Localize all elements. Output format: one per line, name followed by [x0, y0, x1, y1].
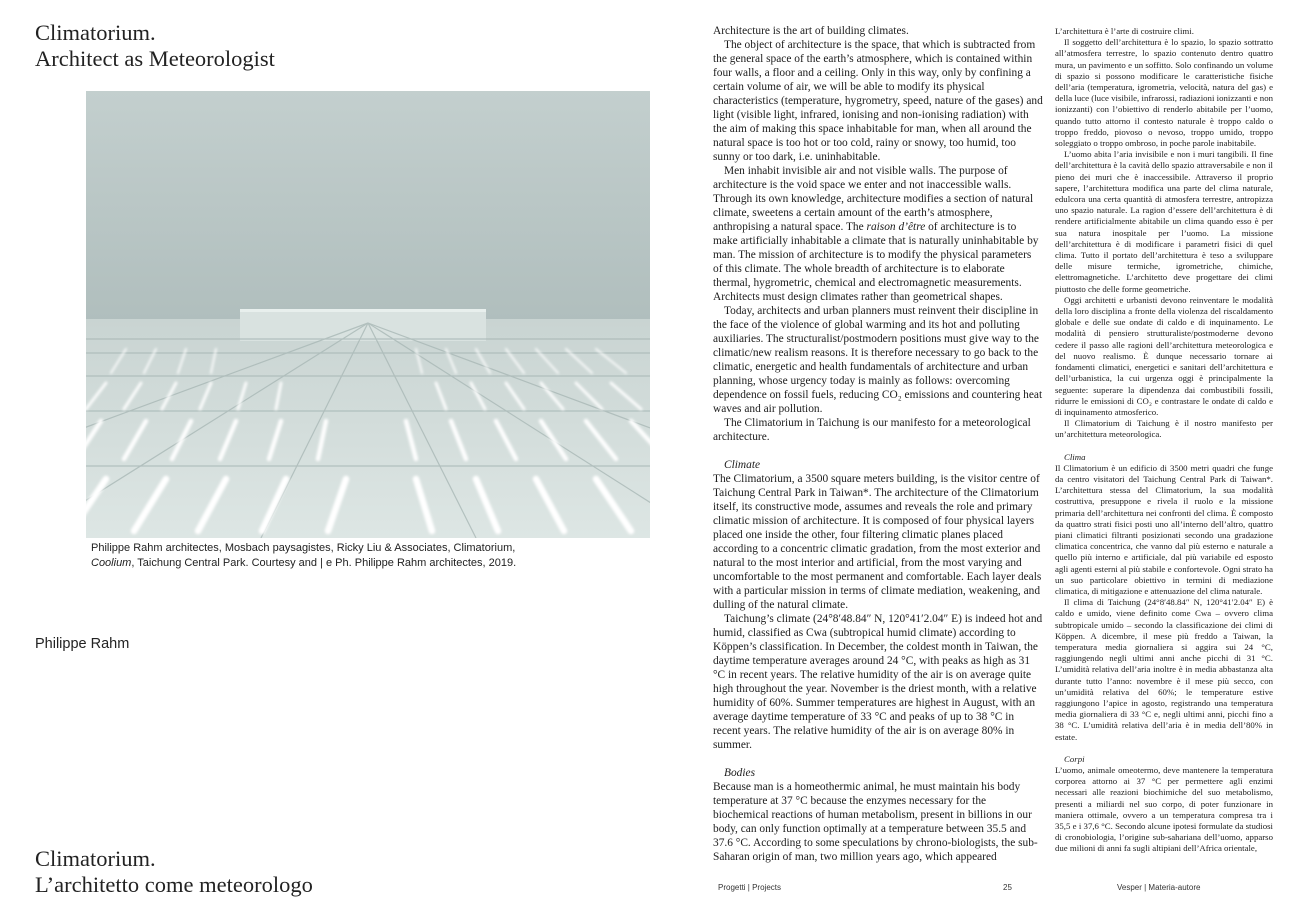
- english-paragraph: Taichung’s climate (24°8′48.84″ N, 120°41′2.04″ E) is indeed hot and humid, classified as Cwa (subtropical humid climate) according to Köppen’s classification. In December, the coldest month in Taiwan, the daytime temperature averages around 24 °C, with peaks as high as 31 °C in recent years. The relative humidity of the air is on average quite high throughout the year. November is the driest month, with a relative humidity of 60%. Summer temperatures are highest in August, with an average daytime temperature of 33 °C and peaks of up to 38 °C in recent years. The relative humidity of the air is on average 80% in summer.: [713, 613, 1043, 751]
- english-paragraph: Because man is a homeothermic animal, he must maintain his body temperature at 37 °C because the enzymes necessary for the biochemical reactions of human metabolism, present in billions in our body, can only function optimally at a temperature between 35.5 and 37.6 °C. According to some speculations by chrono-biologists, the sub-Saharan origin of man, two million years ago, which appeared: [713, 781, 1038, 863]
- page-number: 25: [1003, 883, 1012, 892]
- subheading-clima: Clima: [1064, 451, 1086, 462]
- caption-line2: , Taichung Central Park. Courtesy and | e Ph. Philippe Rahm architectes, 2019.: [131, 556, 517, 569]
- english-paragraph: Men inhabit invisible air and not visible walls. The purpose of architecture is the void space we enter and not inaccessible walls. Through its own knowledge, architecture modifies a section of natural climate, sweetens a certain amount of the earth’s atmosphere, anthropising a natural space. The raison d’être of architecture is to make artificially inhabitable a climate that is naturally uninhabitable by man. The mission of architecture is to modify the physical parameters of this climate. The whole breadth of architecture is to elaborate thermal, hygrometric, chemical and electromagnetic measurements. Architects must design climates rather than geometrical shapes.: [713, 165, 1039, 303]
- english-column: [713, 24, 1043, 864]
- italian-paragraph: L’architettura è l’arte di costruire climi.: [1055, 26, 1194, 36]
- english-paragraph: The Climatorium in Taichung is our manifesto for a meteorological architecture.: [713, 417, 1031, 443]
- english-paragraph: Architecture is the art of building climates.: [713, 25, 909, 37]
- subheading-corpi: Corpi: [1064, 753, 1085, 764]
- english-paragraph: The object of architecture is the space, that which is subtracted from the general space of the earth’s atmosphere, which is contained within four walls, a floor and a ceiling. Only in this way, only by confining a certain volume of air, we will be able to modify its physical characteristics (temperature, hygrometry, speed, nature of the gases) and light (visible light, infrared, ionising and non-ionising radiation) with the aim of making this space inhabitable for man, when all around the natural space is too hot or too cold, rainy or snowy, too humid, too sunny or too dark, i.e. uninhabitable.: [713, 39, 1043, 163]
- italian-paragraph: Oggi architetti e urbanisti devono reinventare le modalità della loro disciplina a fronte della violenza del riscaldamento globale e delle sue ondate di caldo e di inquinamento. Le modalità di pensiero strutturaliste/postmoderne devono cedere il passo alle ragioni dell’architettura meteorologica e del nuovo realismo. È dunque necessario tornare ai fondamenti climatici, energetici e sanitari dell’architettura e dell’urbanistica, la cui urgenza oggi è principalmente la seguente: superare la dipendenza dai combustibili fossili, ridurre le emissioni di CO₂ e contrastare le ondate di caldo e di inquinamento atmosferico.: [1055, 294, 1273, 417]
- title-italian-line1: Climatorium.: [35, 846, 156, 871]
- italian-paragraph: L’uomo, animale omeotermo, deve mantenere la temperatura corporea attorno ai 37 °C per permettere agli enzimi necessari alle reazioni biochimiche del suo metabolismo, presenti a miliardi nel suo corpo, di poter funzionare in maniera ottimale, ovvero a un temperatura compresa tra i 35,5 e i 37,6 °C. Secondo alcune ipotesi formulate da studiosi di cronobiologia, l’origine sub-sahariana dell’uomo, apparso due milioni di anni fa sugli altipiani dell’Africa orientale,: [1055, 765, 1273, 854]
- subheading-climate: Climate: [724, 459, 761, 471]
- caption-italic-title: Coolium: [91, 556, 132, 569]
- title-english-line1: Climatorium.: [35, 20, 156, 45]
- italian-paragraph: Il soggetto dell’architettura è lo spazio, lo spazio sottratto all’atmosfera terrestre, lo spazio contenuto dentro quattro mura, un pavimento e un soffitto. Solo confinando un volume di spazio si possono modificare le caratteristiche fisiche dell’aria (temperatura, igrometria, velocità, natura del gas) e della luce (luce visibile, infrarossi, radiazioni ionizzanti e non ionizzanti) con l’obiettivo di renderlo abitabile per l’uomo, quando tutto attorno il contesto naturale è troppo caldo o troppo freddo, piovoso o nevoso, troppo umido, troppo soleggiato o troppo ombroso, in poche parole inabitabile.: [1055, 37, 1273, 149]
- italian-column: [1055, 26, 1273, 855]
- english-paragraph: Today, architects and urban planners must reinvent their discipline in the face of the violence of global warming and its hot and polluting auxiliaries. The structuralist/postmodern positions must give way to the climatic/new realism reasons. It is therefore necessary to go back to the climatic, energetic and health fundamentals of architecture and urban planning, whose urgency today is mainly as follows: overcoming dependence on fossil fuels, reducing CO₂ emissions and countering heat waves and air pollution.: [713, 305, 1043, 415]
- title-italian-line2: L’architetto come meteorologo: [35, 872, 313, 897]
- title-english-line2: Architect as Meteorologist: [35, 46, 275, 71]
- english-paragraph: The Climatorium, a 3500 square meters building, is the visitor centre of Taichung Central Park in Taiwan*. The architecture of the Climatorium itself, its constructive mode, assumes and reveals the role and primary climatic mission of architecture. It is composed of four physical layers placed one inside the other, four filtering climatic planes placed according to a concentric climatic gradation, from the most exterior and natural to the most interior and artificial, from the most varying and uncomfortable to the most permanent and comfortable. Each layer deals with a particular mission in terms of climate mediation, weakening, and dulling of the natural climate.: [713, 473, 1042, 611]
- italian-paragraph: Il Climatorium è un edificio di 3500 metri quadri che funge da centro visitatori del Taichung Central Park di Taiwan*. L’architettura stessa del Climatorium, la sua modalità costruttiva, presuppone e rivela il ruolo e la missione primaria dell’architettura nei confronti del clima. È composto da quattro strati fisici posti uno all’interno dell’altro, quattro piani climatici filtranti posizionati secondo una gradazione climatica concentrica, che vanno dal più esterno e naturale a quello più interno e artificiale, dal più variabile ed esposto agli agenti esterni al più stabile e confortevole. Ogni strato ha un suo particolare obiettivo in termini di mediazione climatica, di mitigazione e attenuazione del clima naturale.: [1055, 462, 1273, 596]
- footer-section-label: Progetti | Projects: [718, 883, 781, 892]
- footer-publication: Vesper | Materia-autore: [1117, 883, 1201, 892]
- title-english: [35, 20, 675, 72]
- italian-paragraph: L’uomo abita l’aria invisibile e non i muri tangibili. Il fine dell’architettura è la cavità dello spazio attraversabile e non il pieno dei muri che è inaccessibile. Attraverso il proprio sapere, l’architettura modifica una parte del clima naturale, edulcora una certa quantità di atmosfera terrestre, antropizza uno spazio naturale. La ragion d’essere dell’architettura è di rendere artificialmente abitabile un clima quando esso è per sua natura inospitale per l’uomo. La missione dell’architettura è di modificare i parametri fisici di quel clima. Tutto il portato dell’architettura è teso a sviluppare delle misure termiche, igrometriche, chimiche, elettromagnetiche. L’architetto deve progettare dei climi piuttosto che delle forme geometriche.: [1055, 149, 1273, 294]
- subheading-bodies: Bodies: [724, 767, 756, 779]
- climatorium-photo: [86, 91, 650, 538]
- photo-caption: [91, 541, 651, 570]
- author-name: Philippe Rahm: [35, 636, 130, 652]
- caption-line1: Philippe Rahm architectes, Mosbach paysagistes, Ricky Liu & Associates, Climatorium,: [91, 542, 516, 554]
- title-italian: [35, 846, 675, 898]
- italian-paragraph: Il Climatorium di Taichung è il nostro manifesto per un’architettura meteorologica.: [1055, 418, 1273, 440]
- italian-paragraph: Il clima di Taichung (24°8′48.84″ N, 120°41′2.04″ E) è caldo e umido, viene definito come Cwa – ovvero clima subtropicale umido – secondo la classificazione dei climi di Köppen. A dicembre, il mese più freddo a Taiwan, la temperatura media giornaliera si aggira sui 24 °C, raggiungendo negli ultimi anni anche picchi di 31 °C. L’umidità relativa dell’aria inoltre è in media abbastanza alta durante tutto l’anno: novembre è il mese più secco, con un’umidità relativa del 60%; le temperature estive raggiungono l’apice in agosto, registrando una temperatura media giornaliera di 33 °C e, negli ultimi anni, picchi fino a 38 °C. L’umidità relativa dell’aria è in media dell’80% in estate.: [1055, 597, 1273, 742]
